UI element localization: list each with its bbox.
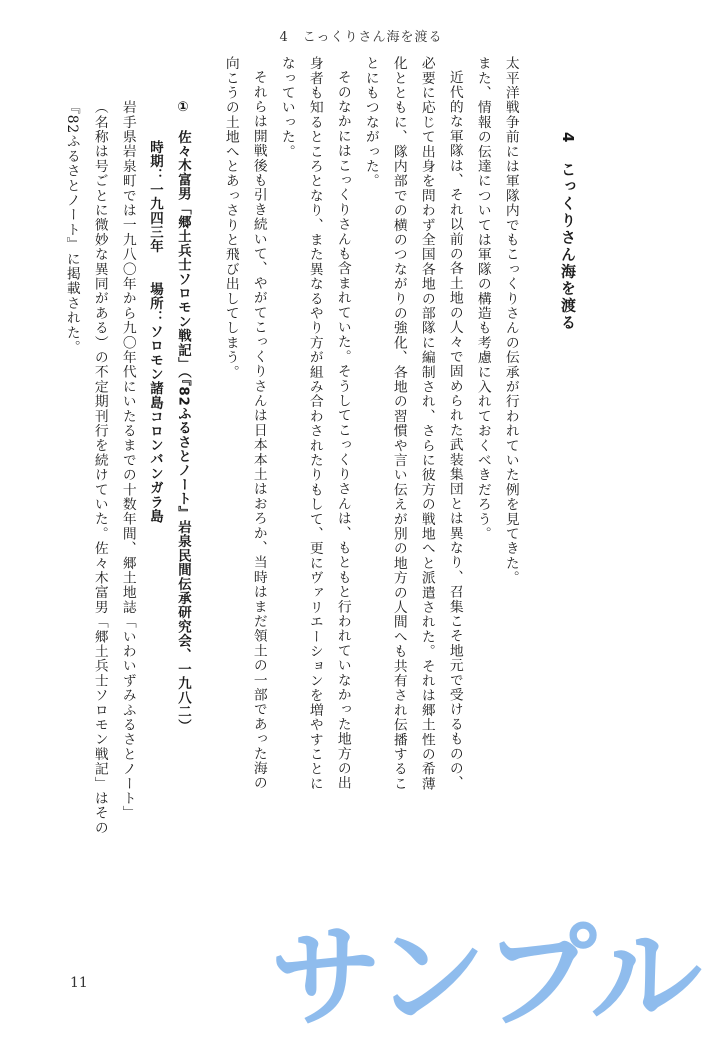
paragraph-line: 必要に応じて出身を問わず全国各地の部隊に編制され、さらに彼方の戦地へと派遣された。それは郷土性の希薄 <box>418 56 435 791</box>
running-head: 4 こっくりさん海を渡る <box>279 30 443 45</box>
chapter-title: 4 こっくりさん海を渡る <box>559 132 577 332</box>
source-heading: ① 佐々木富男「郷土兵士ソロモン戦記」（『82ふるさとノート』岩泉民間伝承研究会、一九八二） <box>175 100 191 734</box>
paragraph-line: とにもつながった。 <box>362 56 379 189</box>
paragraph-line: それらは開戦後も引き続いて、やがてこっくりさんは日本本土はおろか、当時はまだ領土の一部であった海の <box>250 70 267 791</box>
paragraph-line: なっていった。 <box>278 56 295 159</box>
paragraph-line: 身者も知るところとなり、また異なるやり方が組み合わされたりもして、更にヴァリエーションを増やすことに <box>306 56 323 791</box>
source-body-line: 『82ふるさとノート』に掲載された。 <box>63 100 80 355</box>
source-body-line: （名称は号ごとに微妙な異同がある）の不定期刊行を続けていた。佐々木富男「郷土兵士ソロモン戦記」はその <box>91 100 108 835</box>
sample-watermark: サンプル <box>270 913 700 1043</box>
paragraph-line: また、情報の伝達については軍隊の構造も考慮に入れておくべきだろう。 <box>474 56 491 542</box>
page-number: 11 <box>70 975 88 991</box>
paragraph-line: そのなかにはこっくりさんも含まれていた。そうしてこっくりさんは、もともと行われていなかった地方の出 <box>334 70 351 791</box>
paragraph-line: 近代的な軍隊は、それ以前の各土地の人々で固められた武装集団とは異なり、召集こそ地元で受けるものの、 <box>446 70 463 791</box>
source-meta: 時期：一九四三年 場所：ソロモン諸島コロンバンガラ島 <box>147 140 163 524</box>
paragraph-line: 太平洋戦争前には軍隊内でもこっくりさんの伝承が行われていた例を見てきた。 <box>502 56 519 586</box>
source-body-line: 岩手県岩泉町では一九八〇年から九〇年代にいたるまでの十数年間、郷土地誌「いわいずみふるさとノート」 <box>119 100 136 821</box>
paragraph-line: 向こうの土地へとあっさりと飛び出してしまう。 <box>222 56 239 380</box>
paragraph-line: 化とともに、隊内部での横のつながりの強化、各地の習慣や言い伝えが別の地方の人間へも共有され伝播するこ <box>390 56 407 791</box>
